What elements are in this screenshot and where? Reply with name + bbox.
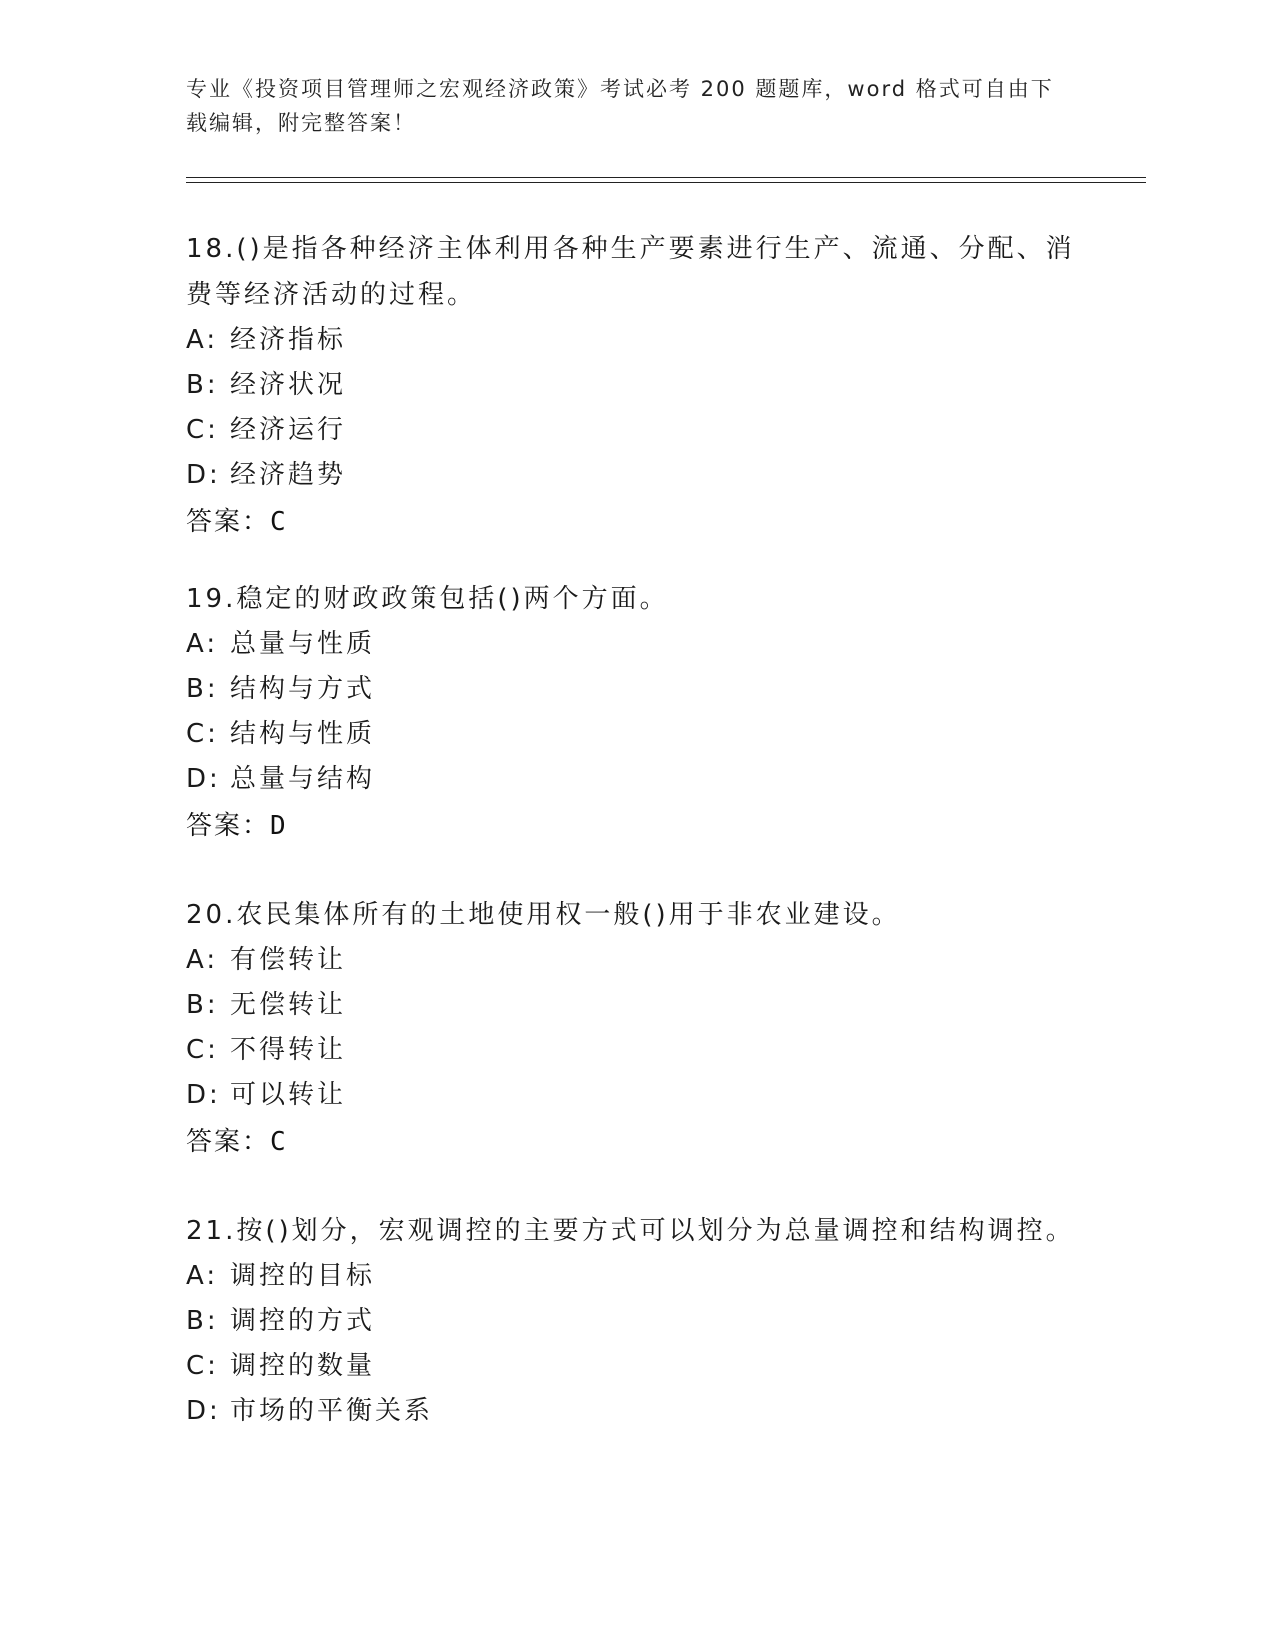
option-c — [186, 712, 1086, 757]
option-text: 结构与性质 — [230, 719, 376, 749]
option-a — [186, 1254, 1086, 1299]
option-text: 有偿转让 — [230, 945, 347, 975]
option-d — [186, 453, 1086, 498]
option-b — [186, 1299, 1086, 1344]
option-text: 调控的数量 — [230, 1351, 376, 1381]
header-divider-bottom — [186, 182, 1146, 183]
option-a — [186, 318, 1086, 363]
header-text: 专业《投资项目管理师之宏观经济政策》考试必考 200 题题库，word 格式可自由下载编辑，附完整答案！ — [186, 77, 1054, 135]
option-letter: B: — [186, 1306, 219, 1336]
question-stem: 19.稳定的财政政策包括()两个方面。 — [186, 584, 669, 614]
option-text: 结构与方式 — [230, 674, 376, 704]
question-stem: 18.()是指各种经济主体利用各种生产要素进行生产、流通、分配、消费等经济活动的过程。 — [186, 234, 1075, 310]
option-letter: A: — [186, 945, 219, 975]
option-letter: C: — [186, 719, 219, 749]
document-header — [186, 72, 1066, 140]
option-letter: A: — [186, 325, 219, 355]
option-d — [186, 1073, 1086, 1118]
option-text: 调控的目标 — [230, 1261, 376, 1291]
option-b — [186, 363, 1086, 408]
option-text: 总量与结构 — [230, 764, 376, 794]
question-stem: 20.农民集体所有的土地使用权一般()用于非农业建设。 — [186, 900, 901, 930]
option-text: 市场的平衡关系 — [230, 1396, 434, 1426]
answer-line — [186, 498, 1086, 545]
option-letter: C: — [186, 415, 219, 445]
option-letter: C: — [186, 1035, 219, 1065]
option-letter: D: — [186, 1080, 221, 1110]
answer-line — [186, 802, 1086, 849]
option-text: 经济指标 — [230, 325, 347, 355]
option-letter: A: — [186, 1261, 219, 1291]
answer-label: 答案： — [186, 506, 271, 536]
option-d — [186, 1389, 1086, 1434]
answer-value: C — [270, 507, 288, 537]
option-text: 经济状况 — [230, 370, 347, 400]
option-letter: B: — [186, 370, 219, 400]
option-text: 不得转让 — [230, 1035, 347, 1065]
option-text: 无偿转让 — [230, 990, 347, 1020]
answer-value: D — [270, 811, 288, 841]
answer-label: 答案： — [186, 810, 271, 840]
option-c — [186, 1028, 1086, 1073]
question-stem: 21.按()划分，宏观调控的主要方式可以划分为总量调控和结构调控。 — [186, 1216, 1075, 1246]
header-divider-top — [186, 177, 1146, 178]
answer-line — [186, 1118, 1086, 1165]
question-20 — [186, 892, 1086, 1165]
option-letter: C: — [186, 1351, 219, 1381]
option-a — [186, 622, 1086, 667]
option-letter: A: — [186, 629, 219, 659]
option-letter: D: — [186, 1396, 221, 1426]
option-b — [186, 983, 1086, 1028]
option-letter: B: — [186, 990, 219, 1020]
option-c — [186, 408, 1086, 453]
option-text: 调控的方式 — [230, 1306, 376, 1336]
option-text: 经济运行 — [230, 415, 347, 445]
option-d — [186, 757, 1086, 802]
answer-value: C — [270, 1127, 288, 1157]
option-c — [186, 1344, 1086, 1389]
option-text: 经济趋势 — [230, 460, 347, 490]
option-letter: D: — [186, 764, 221, 794]
option-letter: B: — [186, 674, 219, 704]
question-18 — [186, 226, 1086, 545]
option-text: 总量与性质 — [230, 629, 376, 659]
option-a — [186, 938, 1086, 983]
answer-label: 答案： — [186, 1126, 271, 1156]
option-text: 可以转让 — [230, 1080, 347, 1110]
question-21 — [186, 1208, 1086, 1434]
option-letter: D: — [186, 460, 221, 490]
question-19 — [186, 576, 1086, 849]
option-b — [186, 667, 1086, 712]
